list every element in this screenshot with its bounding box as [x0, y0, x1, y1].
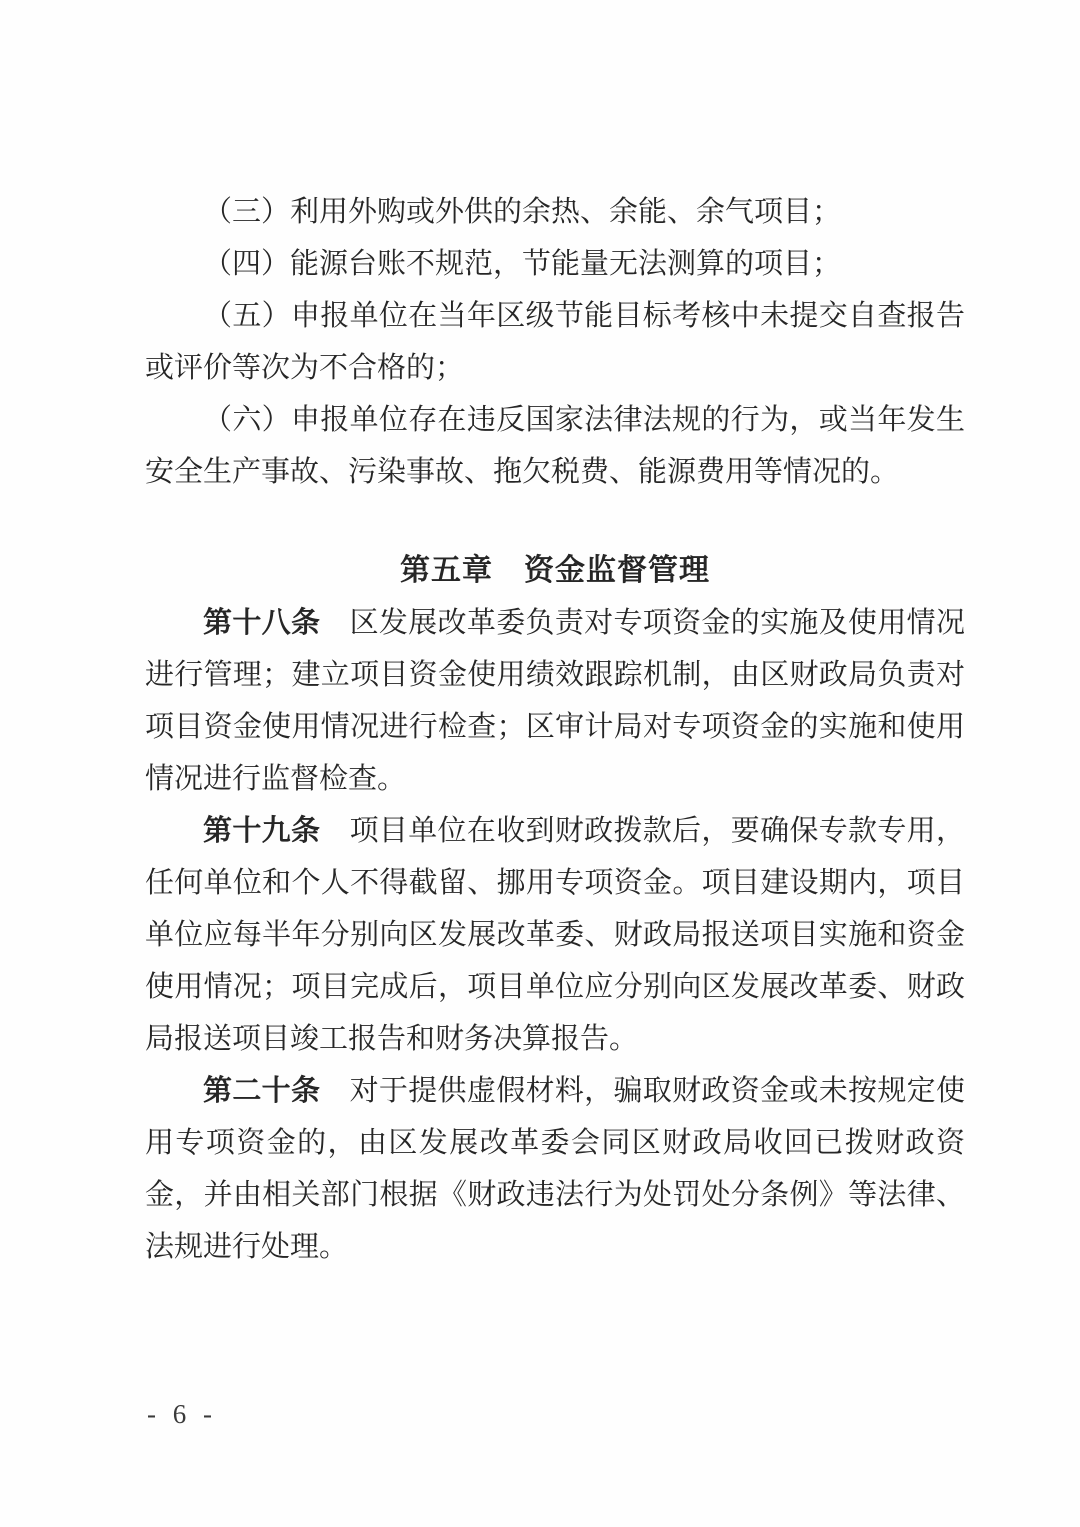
article-18 [145, 597, 965, 805]
article-20-text: 对于提供虚假材料，骗取财政资金或未按规定使用专项资金的，由区发展改革委会同区财政局收回已拨财政资金，并由相关部门根据《财政违法行为处罚处分条例》等法律、法规进行处理。 [145, 1075, 965, 1263]
article-19-number: 第十九条 [203, 815, 321, 847]
document-body [145, 186, 965, 1273]
article-19 [145, 805, 965, 1065]
clause-item-6 [145, 394, 965, 498]
article-18-number: 第十八条 [203, 607, 321, 639]
clause-text: （五）申报单位在当年区级节能目标考核中未提交自查报告或评价等次为不合格的； [145, 300, 965, 384]
clause-item-5 [145, 290, 965, 394]
clause-item-3 [145, 186, 965, 238]
chapter-heading: 第五章 资金监督管理 [400, 554, 710, 587]
page-footer [147, 1398, 217, 1430]
article-19-text: 项目单位在收到财政拨款后，要确保专款专用，任何单位和个人不得截留、挪用专项资金。项目建设期内，项目单位应每半年分别向区发展改革委、财政局报送项目实施和资金使用情况；项目完成后，项目单位应分别向区发展改革委、财政局报送项目竣工报告和财务决算报告。 [145, 815, 965, 1055]
page-number: - 6 - [147, 1399, 217, 1429]
article-20-number: 第二十条 [203, 1075, 321, 1107]
clause-item-4 [145, 238, 965, 290]
article-20 [145, 1065, 965, 1273]
clause-text: （四）能源台账不规范，节能量无法测算的项目； [203, 248, 842, 280]
clause-text: （三）利用外购或外供的余热、余能、余气项目； [203, 196, 842, 228]
article-18-text: 区发展改革委负责对专项资金的实施及使用情况进行管理；建立项目资金使用绩效跟踪机制，由区财政局负责对项目资金使用情况进行检查；区审计局对专项资金的实施和使用情况进行监督检查。 [145, 607, 965, 795]
clause-text: （六）申报单位存在违反国家法律法规的行为，或当年发生安全生产事故、污染事故、拖欠税费、能源费用等情况的。 [145, 404, 965, 488]
